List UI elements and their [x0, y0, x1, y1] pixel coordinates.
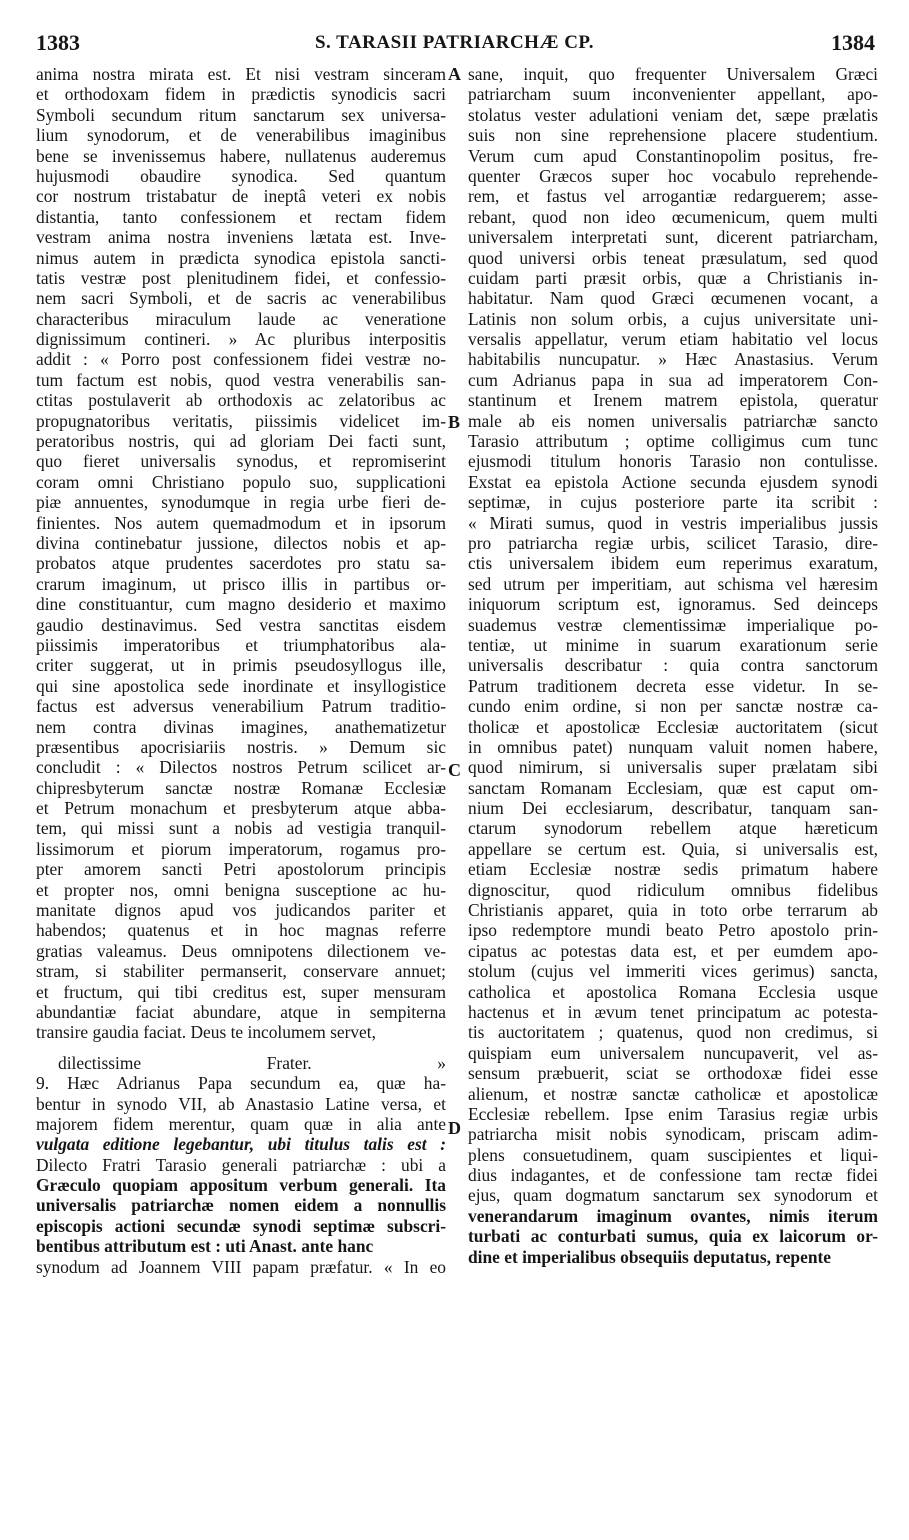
text-line: septimæ, in cujus posteriore parte ita scribit :	[468, 492, 878, 513]
text-line: dignoscitur, quod ridiculum omnibus fidelibus	[468, 879, 878, 900]
text-line: manitate dignos apud vos judicandos pariter et	[36, 900, 446, 921]
text-line: 9. Hæc Adrianus Papa secundum ea, quæ ha-	[36, 1073, 446, 1094]
text-line: appellare se certum est. Quia, si universalis est,	[468, 838, 878, 859]
text-line: abundantiæ faciat abundare, atque in sempiterna	[36, 1001, 446, 1022]
text-line: quenter Græcos super hoc vocabulo reprehende-	[468, 165, 878, 186]
text-line: habitatur. Nam quod Græci œcumenen vocant, a	[468, 288, 878, 309]
text-line: et Petrum monachum et presbyterum atque abba-	[36, 798, 446, 819]
text-line: quispiam eum universalem nuncupaverit, vel as-	[468, 1042, 878, 1063]
text-line: concludit : « Dilectos nostros Petrum scilicet ar-	[36, 757, 446, 778]
text-line: coram omni Christiano populo suo, supplicationi	[36, 471, 446, 492]
text-line: nem sacri Symboli, et de sacris ac venerabilibus	[36, 288, 446, 309]
text-line: piissimis imperatoribus et triumphatoribus ala-	[36, 634, 446, 655]
text-line: suis non sine reprehensione placere studentium.	[468, 125, 878, 146]
text-line: dine et imperialibus obsequiis deputatus, repente	[468, 1246, 831, 1267]
text-line: habitabilis nuncupatur. » Hæc Anastasius. Verum	[468, 349, 878, 370]
text-line: criter suggerat, ut in primis pseudosyllogus ille,	[36, 655, 446, 676]
text-line: Ecclesiæ rebellem. Ipse enim Tarasius regiæ urbis	[468, 1103, 878, 1124]
text-line: « Mirati sumus, quod in vestris imperialibus jussis	[468, 512, 878, 533]
text-line: sed utrum per imperitiam, aut schisma vel hæresim	[468, 573, 878, 594]
text-line: Verum cum apud Constantinopolim positus, fre-	[468, 145, 878, 166]
text-line: lium synodorum, et de venerabilibus imaginibus	[36, 125, 446, 146]
text-line: propugnatoribus veritatis, piissimis videlicet im-	[36, 410, 446, 431]
text-line: dius indagantes, et de confessione tam rectæ fidei	[468, 1165, 878, 1186]
text-line: sensum præbuerit, sciat se orthodoxæ fidei esse	[468, 1063, 878, 1084]
text-line: vulgata editione legebantur, ubi titulus talis est :	[36, 1134, 446, 1155]
text-line: Latinis non solum orbis, a cujus universitate uni-	[468, 308, 878, 329]
text-line: tatis vestræ post plenitudinem fidei, et confessio-	[36, 267, 446, 288]
text-line: tis auctoritatem ; quatenus, quod non credimus, si	[468, 1022, 878, 1043]
right-column	[468, 64, 878, 1267]
text-line: plens consuetudinem, quam suscipientes et liqui-	[468, 1144, 878, 1165]
text-line: nium Dei ecclesiarum, describatur, tanquam san-	[468, 798, 878, 819]
text-line: ctarum synodorum rebellem atque hæreticum	[468, 818, 878, 839]
text-line: piæ annuentes, synodumque in regia urbe fieri de-	[36, 492, 446, 513]
text-line: in omnibus patet) nunquam valuit nomen habere,	[468, 736, 878, 757]
paragraph-gap	[36, 1043, 446, 1053]
text-line: tholicæ et apostolicæ Ecclesiæ auctoritatem (sicut	[468, 716, 878, 737]
text-line: rem, et fastus vel arrogantiæ redarguerem; asse-	[468, 186, 878, 207]
text-line: transire gaudia faciat. Deus te incolumem servet,	[36, 1022, 376, 1043]
text-line: nem contra divinas imagines, anathematizetur	[36, 716, 446, 737]
text-line: universalis patriarchæ nomen eidem a nonnullis	[36, 1195, 446, 1216]
text-line: dignissimum contineri. » Ac pluribus interpositis	[36, 329, 446, 350]
text-line: stolum (cujus vel immeriti vices gerimus) sancta,	[468, 961, 878, 982]
text-line: dine constituantur, cum magno desiderio et maximo	[36, 594, 446, 615]
text-line: addit : « Porro post confessionem fidei vestræ no-	[36, 349, 446, 370]
text-line: cuidam parti præsit orbis, quæ a Christianis in-	[468, 267, 878, 288]
text-line: Exstat ea epistola Actione secunda ejusdem synodi	[468, 471, 878, 492]
text-line: suademus vestræ clementissimæ imperialique po-	[468, 614, 878, 635]
text-line: nimus autem in prædicta synodica epistola sancti-	[36, 247, 446, 268]
text-line: majorem fidem merentur, quam quæ in alia ante	[36, 1113, 446, 1134]
text-line: dilectissime Frater. »	[58, 1052, 446, 1073]
text-line: Tarasio attributum ; optime colligimus cum tunc	[468, 431, 878, 452]
text-line: synodum ad Joannem VIII papam præfatur. « In eo	[36, 1256, 446, 1277]
text-line: anima nostra mirata est. Et nisi vestram sinceram	[36, 64, 446, 84]
text-line: Patrum traditionem decreta esse videtur. In se-	[468, 675, 878, 696]
text-line: ctis universalem ibidem eum reperimus exaratum,	[468, 553, 878, 574]
text-line: bentibus attributum est : uti Anast. ante hanc	[36, 1236, 374, 1257]
page-header	[30, 30, 879, 60]
text-line: quod universi orbis teneat præsulatum, sed quod	[468, 247, 878, 268]
text-line: factus est adversus venerabilium Patrum traditio-	[36, 696, 446, 717]
text-line: etiam Ecclesiæ nostræ sedis primatum habere	[468, 859, 878, 880]
text-line: characteribus miraculum laude ac veneratione	[36, 308, 446, 329]
text-line: præsentibus apocrisiariis nostris. » Demum sic	[36, 736, 446, 757]
text-line: hujusmodi obaudire synodica. Sed quantum	[36, 165, 446, 186]
text-line: versalis appellatur, verum etiam habitatio vel locus	[468, 329, 878, 350]
text-line: universalem interpretati sunt, dicerent patriarcham,	[468, 227, 878, 248]
text-line: quod nimirum, si universalis super prælatam sibi	[468, 757, 878, 778]
text-line: et fructum, qui tibi creditus est, super mensuram	[36, 981, 446, 1002]
text-line: chipresbyterum sanctæ nostræ Romanæ Ecclesiæ	[36, 777, 446, 798]
text-line: divina continebatur jussione, dilectos nobis et ap-	[36, 532, 446, 553]
text-line: stolatus vester adulationi veniam det, sæpe prælatis	[468, 104, 878, 125]
text-line: finientes. Nos autem quemadmodum et in ipsorum	[36, 512, 446, 533]
text-line: ejus, quam dogmatum sanctarum sex synodorum et	[468, 1185, 878, 1206]
text-line: Christianis apparet, quia in toto orbe terrarum ab	[468, 900, 878, 921]
text-line: crarum imaginum, ut prisco illis in partibus or-	[36, 573, 446, 594]
text-line: cundo enim ordine, si non per sanctæ nostræ ca-	[468, 696, 878, 717]
text-line: bentur in synodo VII, ab Anastasio Latine versa, et	[36, 1093, 446, 1114]
text-line: pter amorem sancti Petri apostolorum principis	[36, 859, 446, 880]
text-line: tem, qui missi sunt a nobis ad vestigia tranquil-	[36, 818, 446, 839]
text-line: catholica et apostolica Romana Ecclesia usque	[468, 981, 878, 1002]
page-number-right: 1384	[831, 30, 875, 55]
text-line: gratias valeamus. Deus omnipotens dilectionem ve-	[36, 940, 446, 961]
text-line: cipatus ac potestas data est, et per eumdem apo-	[468, 940, 878, 961]
text-line: ejusmodi titulum honoris Tarasio non contulisse.	[468, 451, 878, 472]
text-line: lissimorum et piorum imperatorum, rogamus pro-	[36, 838, 446, 859]
text-line: ipso redemptore mundi beato Petro apostolo prin-	[468, 920, 878, 941]
text-line: habendos; quatenus et in hoc magnas referre	[36, 920, 446, 941]
text-line: peratoribus nostris, qui ad gloriam Dei facti sunt,	[36, 431, 446, 452]
text-line: patriarcha misit nobis synodicam, priscam adim-	[468, 1124, 878, 1145]
text-line: turbati ac conturbati sumus, quia ex laicorum or-	[468, 1226, 878, 1247]
text-line: cum Adrianus papa in sua ad imperatorem Con-	[468, 369, 878, 390]
text-line: sane, inquit, quo frequenter Universalem Græci	[468, 64, 878, 84]
text-line: stram, si stabiliter permanserit, conservare annuet;	[36, 961, 446, 982]
text-line: gaudio destinavimus. Sed vestra sanctitas eisdem	[36, 614, 446, 635]
margin-letter-c: C	[448, 760, 461, 780]
text-line: rebant, quod non ideo œcumenicum, quem multi	[468, 206, 878, 227]
text-line: distantia, tanto confessionem et rectam fidem	[36, 206, 446, 227]
margin-letter-d: D	[448, 1118, 461, 1138]
margin-letter-b: B	[448, 412, 461, 432]
text-line: Dilecto Fratri Tarasio generali patriarchæ : ubi a	[36, 1154, 446, 1175]
page-number-left: 1383	[36, 30, 80, 55]
text-line: tentiæ, ut minime in suarum exarationum serie	[468, 634, 878, 655]
text-line: universalis describatur : quia contra sanctorum	[468, 655, 878, 676]
text-line: ctitas postulaverit ab orthodoxis ac zelatoribus ac	[36, 390, 446, 411]
text-line: male ab eis nomen universalis patriarchæ sancto	[468, 410, 878, 431]
text-line: probatos atque prudentes sacerdotes pro statu sa-	[36, 553, 446, 574]
text-line: quo fieret universalis synodus, et repromiserint	[36, 451, 446, 472]
margin-letter-a: A	[448, 64, 461, 84]
text-line: et propter nos, omni benigna susceptione ac hu-	[36, 879, 446, 900]
text-line: venerandarum imaginum ovantes, nimis iterum	[468, 1205, 878, 1226]
left-column	[36, 64, 446, 1277]
text-line: bene se invenissemus habere, nullatenus auderemus	[36, 145, 446, 166]
text-line: cor nostrum tristabatur de ineptâ veteri ex nobis	[36, 186, 446, 207]
text-line: alienum, et nostræ sanctæ catholicæ et apostolicæ	[468, 1083, 878, 1104]
text-line: patriarcham suum inconvenienter appellant, apo-	[468, 84, 878, 105]
text-line: hactenus et in ævum tenet principatum ac potesta-	[468, 1001, 878, 1022]
text-line: iniquorum scriptum est, ignoramus. Sed deinceps	[468, 594, 878, 615]
text-line: qui sine apostolica sede inordinate et insyllogistice	[36, 675, 446, 696]
text-line: Græculo quopiam appositum verbum generali. Ita	[36, 1175, 446, 1196]
text-line: sanctam Romanam Ecclesiam, quæ est caput om-	[468, 777, 878, 798]
text-line: episcopis actioni secundæ synodi septimæ subscri-	[36, 1215, 446, 1236]
running-title: S. TARASII PATRIARCHÆ CP.	[314, 32, 595, 53]
text-line: pro patriarcha regiæ urbis, scilicet Tarasio, dire-	[468, 532, 878, 553]
text-line: Symboli secundum ritum sanctarum sex universa-	[36, 104, 446, 125]
text-line: vestram anima nostra inveniens lætata est. Inve-	[36, 227, 446, 248]
text-line: tum factum est nobis, quod vestra venerabilis san-	[36, 369, 446, 390]
text-line: stantinum et Irenem matrem epistola, queratur	[468, 390, 878, 411]
text-line: et orthodoxam fidem in prædictis synodicis sacri	[36, 84, 446, 105]
